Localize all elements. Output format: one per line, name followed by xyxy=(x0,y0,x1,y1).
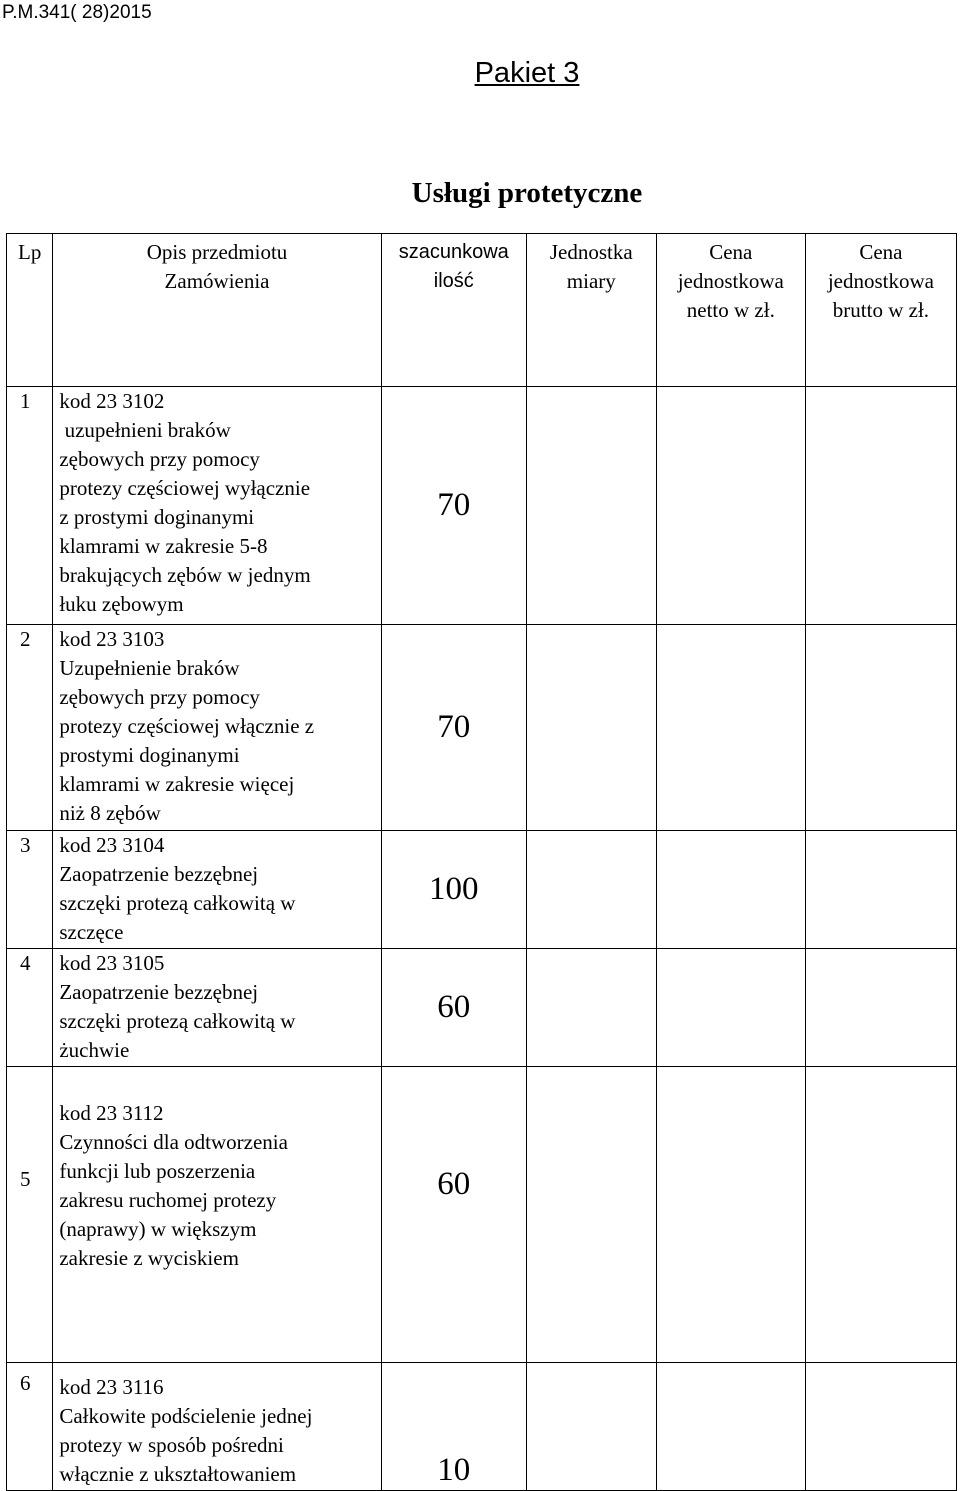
row-lp: 1 xyxy=(7,387,53,625)
row-gross-price xyxy=(805,1363,956,1491)
table-row xyxy=(7,831,957,949)
services-table xyxy=(6,233,957,1491)
row-gross-price xyxy=(805,949,956,1067)
row-quantity: 60 xyxy=(381,949,526,1067)
row-quantity: 60 xyxy=(381,1067,526,1363)
row-gross-price xyxy=(805,625,956,831)
row-unit xyxy=(526,387,656,625)
row-gross-price xyxy=(805,387,956,625)
row-unit xyxy=(526,1067,656,1363)
row-description: kod 23 3105 Zaopatrzenie bezzębnej szczęki protezą całkowitą w żuchwie xyxy=(53,949,381,1067)
row-net-price xyxy=(656,831,805,949)
header-net-price: Cena jednostkowa netto w zł. xyxy=(656,234,805,387)
row-net-price xyxy=(656,1067,805,1363)
row-gross-price xyxy=(805,831,956,949)
header-description: Opis przedmiotu Zamówienia xyxy=(53,234,381,387)
row-net-price xyxy=(656,625,805,831)
package-title: Pakiet 3 xyxy=(474,57,580,89)
row-description: kod 23 3116 Całkowite podścielenie jednej protezy w sposób pośredni włącznie z ukształtowaniem xyxy=(53,1363,381,1491)
row-lp: 6 xyxy=(7,1363,53,1491)
header-lp: Lp xyxy=(7,234,53,387)
row-quantity: 10 xyxy=(381,1363,526,1491)
row-quantity: 100 xyxy=(381,831,526,949)
row-description: kod 23 3102 uzupełnieni braków zębowych przy pomocy protezy częściowej wyłącznie z prostymi doginanymi klamrami w zakresie 5-8 brakujących zębów w jednym łuku zębowym xyxy=(53,387,381,625)
document-title: Usługi protetyczne xyxy=(411,177,643,209)
row-description: kod 23 3104 Zaopatrzenie bezzębnej szczęki protezą całkowitą w szczęce xyxy=(53,831,381,949)
row-lp: 3 xyxy=(7,831,53,949)
table-header-row xyxy=(7,234,957,387)
row-description: kod 23 3112 Czynności dla odtworzenia funkcji lub poszerzenia zakresu ruchomej protezy (naprawy) w większym zakresie z wyciskiem xyxy=(53,1067,381,1363)
table-row xyxy=(7,625,957,831)
row-net-price xyxy=(656,387,805,625)
row-unit xyxy=(526,831,656,949)
header-unit: Jednostka miary xyxy=(526,234,656,387)
header-quantity: szacunkowa ilość xyxy=(381,234,526,387)
row-lp: 2 xyxy=(7,625,53,831)
row-lp: 4 xyxy=(7,949,53,1067)
row-net-price xyxy=(656,1363,805,1491)
row-quantity: 70 xyxy=(381,387,526,625)
header-gross-price: Cena jednostkowa brutto w zł. xyxy=(805,234,956,387)
row-quantity: 70 xyxy=(381,625,526,831)
row-lp: 5 xyxy=(7,1067,53,1363)
row-unit xyxy=(526,949,656,1067)
row-description: kod 23 3103 Uzupełnienie braków zębowych przy pomocy protezy częściowej włącznie z prostymi doginanymi klamrami w zakresie więcej niż 8 zębów xyxy=(53,625,381,831)
table-row xyxy=(7,1067,957,1363)
row-net-price xyxy=(656,949,805,1067)
table-row xyxy=(7,387,957,625)
table-row xyxy=(7,949,957,1067)
row-unit xyxy=(526,1363,656,1491)
row-gross-price xyxy=(805,1067,956,1363)
document-reference: P.M.341( 28)2015 xyxy=(2,2,152,23)
row-unit xyxy=(526,625,656,831)
table-row xyxy=(7,1363,957,1491)
